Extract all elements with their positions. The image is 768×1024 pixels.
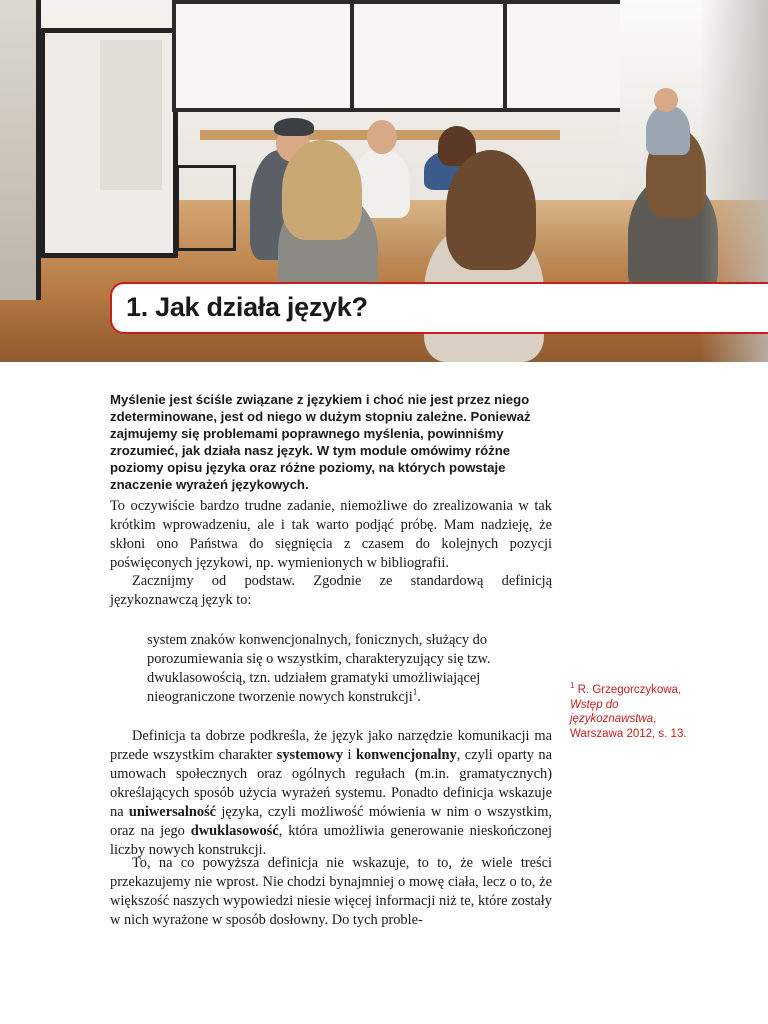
definition-quote <box>147 631 527 707</box>
photo-window <box>503 0 631 112</box>
footnote-author: R. Grzegorczykowa, <box>574 684 682 696</box>
p3-text: i <box>343 747 356 763</box>
p3-text: Definicja ta dobrze podkreśla, że język jako narzędzie komunikacji ma przede wszystkim charakter <box>110 728 552 763</box>
photo-person-head <box>367 120 397 154</box>
photo-cart <box>176 165 236 251</box>
term-konwencjonalny: konwencjonalny <box>356 747 457 763</box>
body-paragraph-2: Zacznijmy od podstaw. Zgodnie ze standardową definicją językoznawczą język to: <box>110 573 552 608</box>
footnote-mark: 1 <box>570 681 575 691</box>
photo-person <box>646 105 690 155</box>
definition-quote-text: system znaków konwencjonalnych, fonicznych, służący do porozumiewania się o wszystkim, charakteryzujący się tzw. dwuklasowością, tzn. udziałem gramatyki umożliwiającej nieograniczone tworzenie nowych konstrukcji <box>147 632 491 705</box>
footnote-title: Wstęp do językoznawstwa <box>570 698 654 725</box>
photo-person-hair <box>282 140 362 240</box>
body-paragraph-4: To, na co powyższa definicja nie wskazuje, to to, że wiele treści przekazujemy nie wprost. Nie chodzi bynajmniej o mowę ciała, lecz o to, że większość naszych wypowiedzi niesie więcej informacji niż te, które zostały w nich wyrażone w sposób dosłowny. Do tych proble- <box>110 855 552 928</box>
chapter-title: 1. Jak działa język? <box>126 292 368 322</box>
term-systemowy: systemowy <box>276 747 344 763</box>
photo-window <box>350 0 508 112</box>
footnote <box>570 683 695 741</box>
p3-text: języka, czyli możliwość mówienia w nim o wszystkim, oraz na jego <box>110 804 552 839</box>
p3-text: , czyli oparty na umowach społecznych oraz ogólnych regułach (m.in. gramatycznych) określających sposób użycia wyrażeń systemu. Ponadto definicja wskazuje na <box>110 747 552 820</box>
photo-window <box>172 0 355 112</box>
photo-person-hair <box>446 150 536 270</box>
photo-person-head <box>654 88 678 112</box>
photo-door-panel <box>100 40 162 190</box>
body-paragraph-3 <box>110 727 552 860</box>
definition-quote-end: . <box>417 689 421 705</box>
body-paragraph-1: To oczywiście bardzo trudne zadanie, niemożliwe do zrealizowania w tak krótkim wprowadzeniu, ale i tak warto podjąć próbę. Mam nadzieję, że skłoni ono Państwa do sięgnięcia z czasem do kolejnych pozycji poświęconych językowi, np. wymienionych w bibliografii. <box>110 498 552 571</box>
footnote-reference[interactable]: 1 <box>412 687 418 698</box>
photo-person-cap <box>274 118 314 136</box>
term-dwuklasowosc: dwuklasowość <box>190 823 279 839</box>
footnote-publication: , Warszawa 2012, s. 13. <box>570 713 687 740</box>
term-uniwersalnosc: uniwersalność <box>128 804 217 820</box>
photo-glass-partition <box>0 0 41 300</box>
lead-paragraph: Myślenie jest ściśle związane z językiem i choć nie jest przez niego zdeterminowane, jest od niego w dużym stopniu zależne. Ponieważ zajmujemy się problemami poprawnego myślenia, powinniśmy zrozumieć, jak działa nasz język. W tym module omówimy różne poziomy opisu języka oraz różne poziomy, na których powstaje znaczenie wyrażeń językowych. <box>110 392 531 492</box>
p3-text: , która umożliwia generowanie nieskończonej liczby nowych konstrukcji. <box>110 823 552 858</box>
chapter-title-banner <box>110 282 768 334</box>
